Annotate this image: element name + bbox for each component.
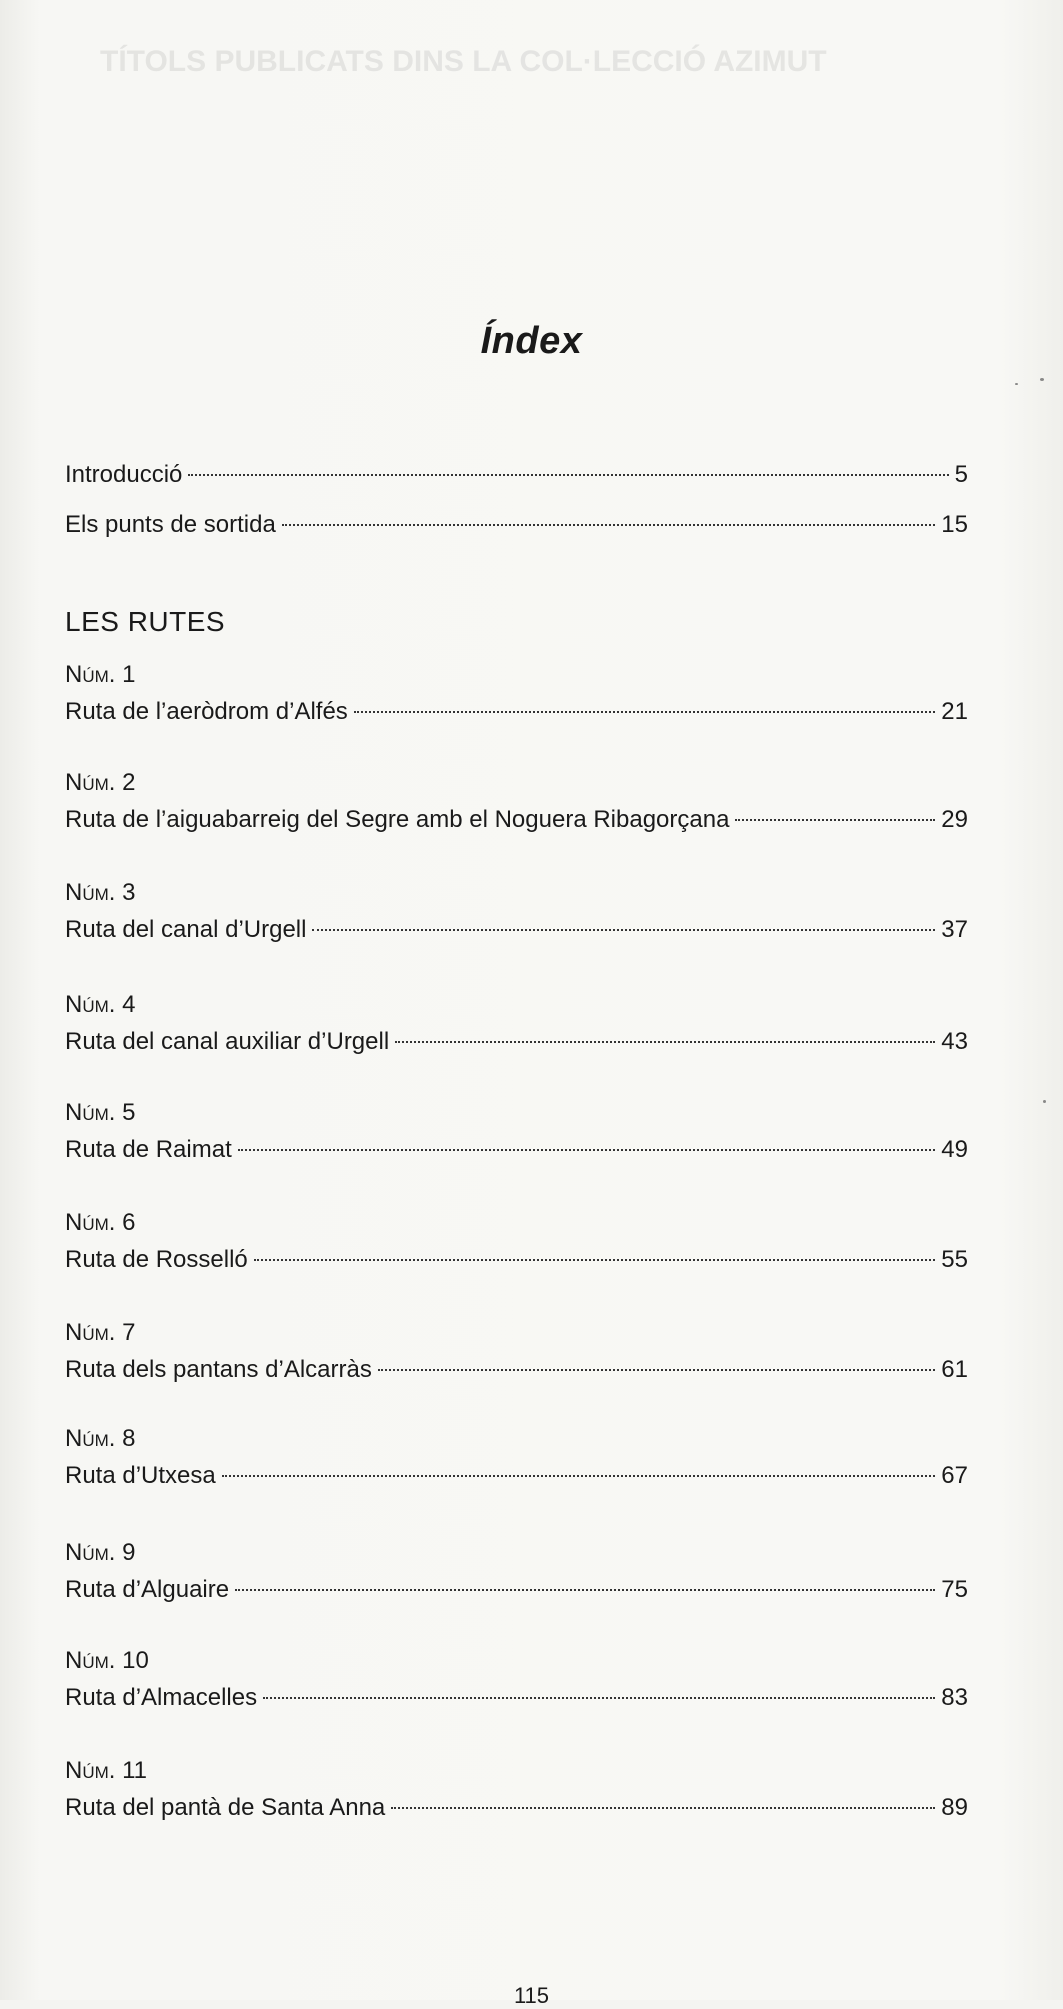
toc-entry: [65, 1683, 968, 1713]
route-number: [65, 1646, 149, 1676]
route-title: Ruta d’Almacelles: [65, 1684, 258, 1711]
route-page: 37: [941, 916, 968, 943]
dot-leader: [263, 1697, 935, 1699]
toc-entry: [65, 1245, 968, 1275]
toc-entry-title: Introducció: [65, 461, 183, 488]
route-number-label: Núm. 7: [65, 1319, 136, 1346]
route-number: [65, 660, 135, 690]
toc-entry: [65, 460, 968, 490]
route-number-label: Núm. 4: [65, 991, 136, 1018]
route-number-label: Núm. 6: [65, 1209, 136, 1236]
section-title: LES RUTES: [65, 606, 226, 637]
page-number: 115: [513, 1983, 550, 2008]
route-number: [65, 768, 135, 798]
route-title: Ruta del canal auxiliar d’Urgell: [65, 1028, 390, 1055]
dot-leader: [254, 1259, 936, 1261]
route-number-label: Núm. 8: [65, 1425, 136, 1452]
route-number-label: Núm. 3: [65, 879, 136, 906]
route-number-label: Núm. 10: [65, 1647, 149, 1674]
dot-leader: [312, 929, 935, 931]
toc-entry: [65, 1793, 968, 1823]
toc-entry-page: 15: [941, 511, 968, 538]
dot-leader: [391, 1807, 935, 1809]
dot-leader: [282, 524, 936, 526]
dot-leader: [735, 819, 935, 821]
route-number: [65, 1424, 135, 1454]
route-number: [65, 1098, 135, 1128]
route-title: Ruta dels pantans d’Alcarràs: [65, 1356, 372, 1383]
route-title: Ruta de Raimat: [65, 1136, 232, 1163]
dot-leader: [354, 711, 935, 713]
route-number: [65, 990, 135, 1020]
dot-leader: [222, 1475, 936, 1477]
route-page: 61: [941, 1356, 968, 1383]
dot-leader: [235, 1589, 935, 1591]
paper-speck: [1040, 378, 1044, 381]
dot-leader: [238, 1149, 936, 1151]
route-page: 55: [941, 1246, 968, 1273]
route-title: Ruta d’Utxesa: [65, 1462, 216, 1489]
route-page: 29: [941, 806, 968, 833]
toc-entry: [65, 510, 968, 540]
toc-entry: [65, 805, 968, 835]
toc-entry: [65, 1027, 968, 1057]
route-page: 89: [941, 1794, 968, 1821]
route-title: Ruta de l’aiguabarreig del Segre amb el Noguera Ribagorçana: [65, 806, 730, 833]
dot-leader: [378, 1369, 935, 1371]
route-number: [65, 1756, 147, 1786]
dot-leader: [188, 474, 948, 476]
paper-speck: [1043, 1100, 1046, 1103]
route-title: Ruta d’Alguaire: [65, 1576, 230, 1603]
toc-entry: [65, 697, 968, 727]
route-number-label: Núm. 9: [65, 1539, 136, 1566]
route-page: 21: [941, 698, 968, 725]
toc-entry: [65, 915, 968, 945]
route-number: [65, 1538, 135, 1568]
route-number-label: Núm. 1: [65, 661, 136, 688]
route-number-label: Núm. 11: [65, 1757, 148, 1784]
route-page: 49: [941, 1136, 968, 1163]
toc-entry: [65, 1461, 968, 1491]
index-heading: Índex: [480, 320, 583, 362]
route-number-label: Núm. 5: [65, 1099, 136, 1126]
route-title: Ruta del canal d’Urgell: [65, 916, 307, 943]
dot-leader: [395, 1041, 935, 1043]
route-page: 83: [941, 1684, 968, 1711]
toc-entry: [65, 1575, 968, 1605]
route-title: Ruta de Rosselló: [65, 1246, 248, 1273]
toc-entry-title: Els punts de sortida: [65, 511, 276, 538]
route-number: [65, 878, 135, 908]
route-number-label: Núm. 2: [65, 769, 136, 796]
route-number: [65, 1208, 135, 1238]
route-number: [65, 1318, 135, 1348]
route-page: 75: [941, 1576, 968, 1603]
route-page: 43: [941, 1028, 968, 1055]
route-title: Ruta de l’aeròdrom d’Alfés: [65, 698, 348, 725]
route-title: Ruta del pantà de Santa Anna: [65, 1794, 386, 1821]
paper-speck: [1015, 383, 1018, 385]
toc-entry-page: 5: [954, 461, 968, 488]
toc-entry: [65, 1135, 968, 1165]
route-page: 67: [941, 1462, 968, 1489]
toc-entry: [65, 1355, 968, 1385]
